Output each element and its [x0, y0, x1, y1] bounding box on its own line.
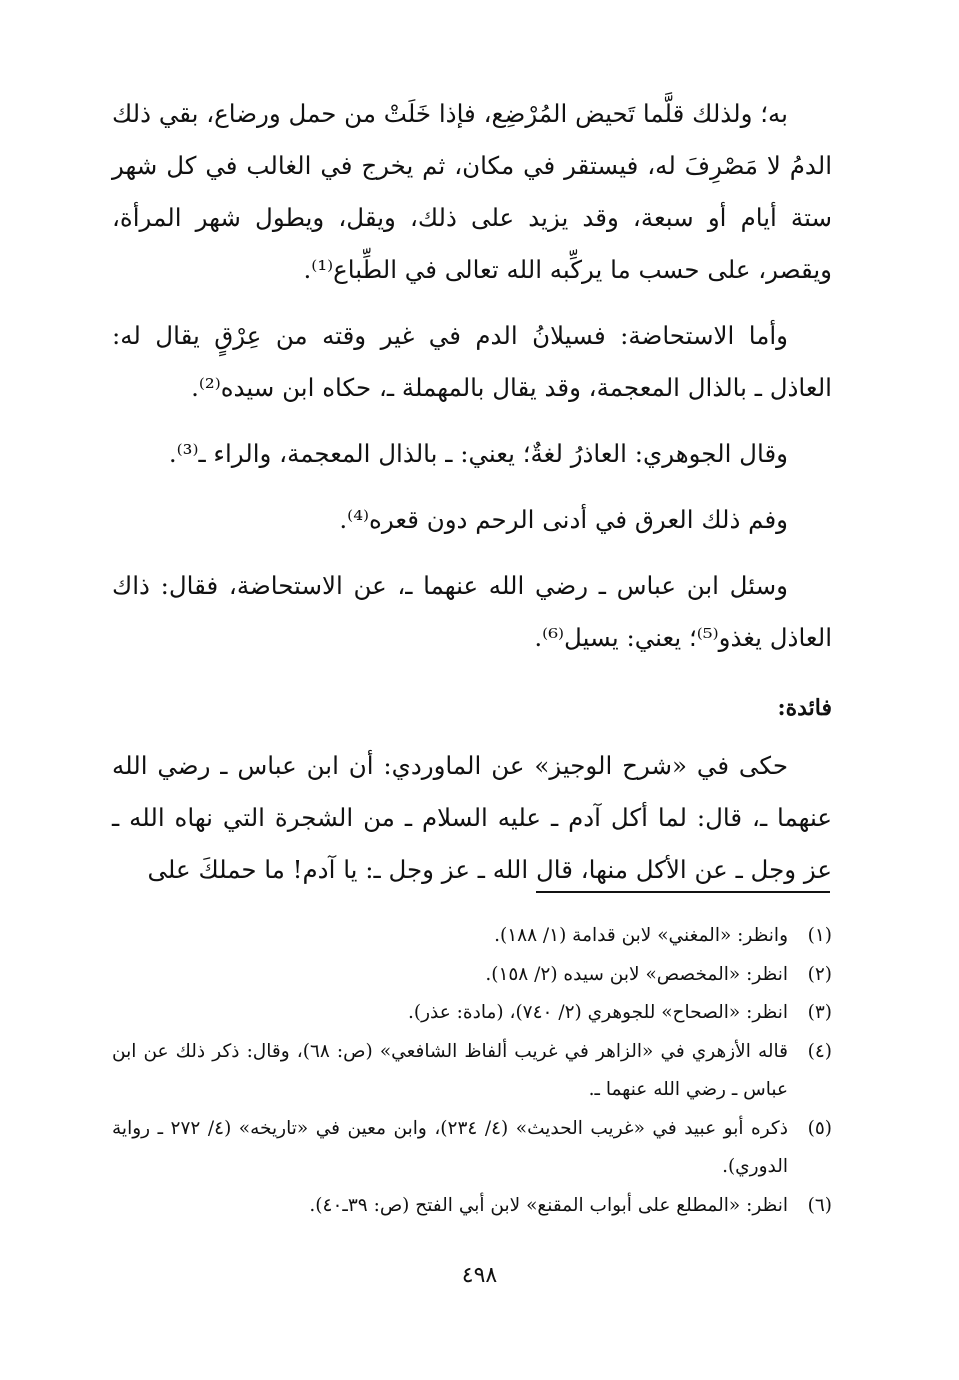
page-number: ٤٩٨: [461, 1263, 498, 1288]
footnote-text: وانظر: «المغني» لابن قدامة (١/ ١٨٨).: [494, 925, 788, 946]
footnote-divider: [536, 891, 830, 893]
footnote-item: [112, 1033, 832, 1110]
paragraph-menstruation: به؛ ولذلك قلَّما تَحيض المُرْضِع، فإذا خَلَتْ من حمل ورضاع، بقي ذلك الدمُ لا مَصْرِفَ له، فيستقر في مكان، ثم يخرج في الغالب في كل شهر ستة أيام أو سبعة، وقد يزيد على ذلك، ويقل، ويطول شهر المرأة، ويقصر، على حسب ما يركِّبه الله تعالى في الطِّباع⁽¹⁾.: [112, 99, 832, 284]
footnote-text: انظر: «المخصص» لابن سيده (٢/ ١٥٨).: [485, 963, 788, 985]
footnote-number: (١): [807, 925, 832, 946]
footnote-number: (٥): [807, 1117, 832, 1139]
paragraph-vein-mouth: وفم ذلك العرق في أدنى الرحم دون قعره⁽⁴⁾.: [339, 505, 788, 534]
footnote-item: [112, 917, 832, 956]
paragraph-adam: حكى في «شرح الوجيز» عن الماوردي: أن ابن عباس ـ رضي الله عنهما ـ، قال: لما أكل آدم ـ عليه السلام ـ من الشجرة التي نهاه الله ـ عز وجل ـ عن الأكل منها، قال الله ـ عز وجل ـ: يا آدم! ما حملكَ على: [112, 751, 832, 884]
footnote-item: [112, 956, 832, 995]
footnote-item: [112, 1110, 832, 1187]
paragraph-jawhari: وقال الجوهري: العاذرُ لغةٌ؛ يعني: ـ بالذال المعجمة، والراء ـ⁽³⁾.: [168, 439, 788, 468]
footnote-number: (٣): [807, 1002, 832, 1023]
footnote-text: ذكره أبو عبيد في «غريب الحديث» (٤/ ٢٣٤)، وابن معين في «تاريخه» (٤/ ٢٧٢ ـ رواية الدوري).: [112, 1117, 788, 1177]
footnote-text: انظر: «الصحاح» للجوهري (٢/ ٧٤٠)، (مادة: عذر).: [408, 1002, 788, 1023]
main-text: [112, 88, 832, 896]
footnotes: [112, 917, 832, 1225]
footnote-number: (٦): [807, 1194, 832, 1216]
footnote-number: (٢): [807, 963, 832, 985]
footnote-item: [112, 1187, 832, 1226]
footnote-item: [112, 994, 832, 1033]
footnote-text: قاله الأزهري في «الزاهر في غريب ألفاظ الشافعي» (ص: ٦٨)، وقال: ذكر ذلك عن ابن عباس ـ رضي الله عنهما ـ.: [112, 1040, 788, 1100]
section-heading: فائدة:: [777, 695, 832, 721]
footnote-number: (٤): [807, 1040, 832, 1062]
footnote-text: انظر: «المطلع على أبواب المقنع» لابن أبي الفتح (ص: ٣٩ـ٤٠).: [309, 1194, 788, 1216]
paragraph-ibn-abbas: وسئل ابن عباس ـ رضي الله عنهما ـ، عن الاستحاضة، فقال: ذاك العاذل يغذو⁽⁵⁾؛ يعني: يسيل⁽⁶⁾.: [112, 571, 832, 652]
paragraph-istihada: وأما الاستحاضة: فسيلانُ الدم في غير وقته من عِرْقٍ يقال له: العاذل ـ بالذال المعجمة، وقد يقال بالمهملة ـ، حكاه ابن سيده⁽²⁾.: [112, 321, 832, 402]
